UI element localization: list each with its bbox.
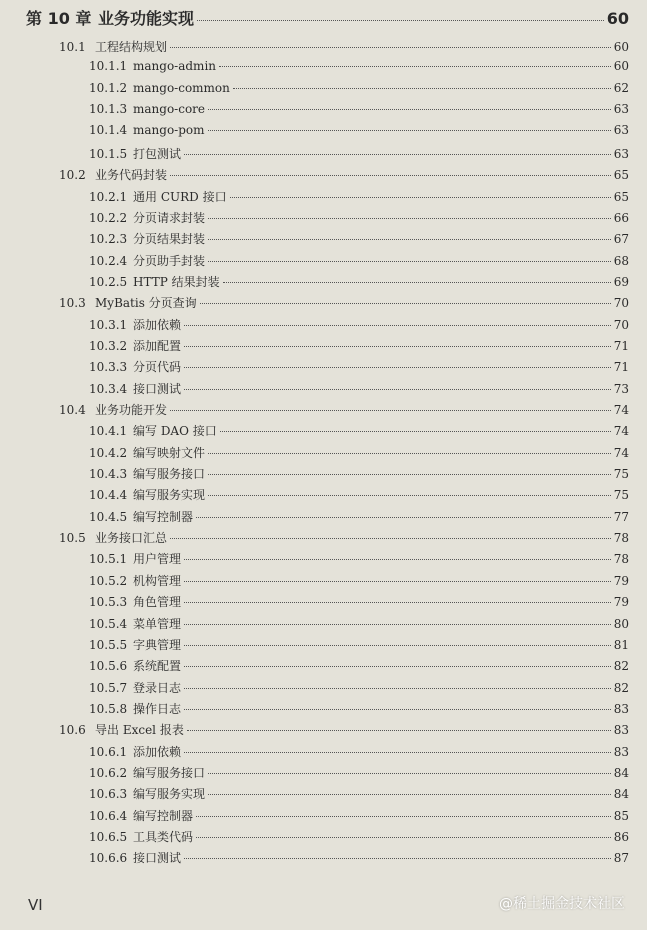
subsection-entry-number: 10.4.2 [89,445,128,460]
subsection-entry-title: 用户管理 [133,552,182,567]
subsection-entry-number: 10.5.6 [89,659,128,674]
subsection-entry-page-number: 66 [613,210,629,225]
subsection-entry-number: 10.6.2 [89,765,128,780]
subsection-entry-page-number: 83 [613,744,629,759]
dot-leader [196,816,611,817]
dot-leader [184,752,611,753]
subsection-entry-title: mango-common [133,80,230,95]
subsection-entry-title: mango-admin [133,59,217,74]
subsection-entry [89,807,629,824]
section-entry-title: 业务接口汇总 [95,531,168,545]
section-entry [59,38,629,55]
dot-leader [208,794,611,795]
subsection-entry-title: 添加依赖 [133,744,182,759]
subsection-entry-page-number: 67 [613,232,629,247]
dot-leader [208,453,611,454]
dot-leader [208,773,611,774]
dot-leader [170,410,611,411]
section-entry [59,166,629,183]
subsection-entry-number: 10.6.5 [89,830,128,844]
section-entry-page-number: 74 [613,403,629,417]
dot-leader [233,88,611,89]
subsection-entry [89,252,629,269]
subsection-entry-page-number: 62 [613,80,629,95]
subsection-entry-title: 编写服务实现 [133,787,206,802]
subsection-entry-page-number: 73 [613,381,629,396]
subsection-entry [89,615,629,632]
subsection-entry [89,316,629,333]
subsection-entry-number: 10.5.5 [89,637,128,652]
section-entry-number: 10.2 [59,168,86,183]
subsection-entry-title: 登录日志 [133,680,182,695]
subsection-entry [89,593,629,610]
subsection-entry [89,550,629,567]
subsection-entry [89,188,629,205]
subsection-entry-title: 编写 DAO 接口 [133,424,217,439]
subsection-entry-page-number: 86 [613,830,629,844]
subsection-entry-number: 10.6.1 [89,744,128,759]
subsection-entry-number: 10.1.5 [89,146,128,161]
subsection-entry-number: 10.1.3 [89,102,128,117]
section-entry [59,401,629,418]
subsection-entry-title: 分页代码 [133,360,182,375]
watermark: @稀土掘金技术社区 [499,896,625,912]
dot-leader [200,303,611,304]
section-entry-title: MyBatis 分页查询 [95,296,197,311]
subsection-entry-title: 接口测试 [133,851,182,866]
subsection-entry-title: 角色管理 [133,595,182,610]
subsection-entry-title: 菜单管理 [133,616,182,631]
subsection-entry-page-number: 84 [613,765,629,780]
subsection-entry [89,508,629,525]
subsection-entry-title: 编写控制器 [133,509,194,524]
subsection-entry [89,337,629,354]
subsection-entry-number: 10.4.1 [89,424,128,439]
subsection-entry-number: 10.1.4 [89,123,128,138]
section-entry-number: 10.6 [59,723,86,738]
dot-leader [208,130,611,131]
subsection-entry-title: 字典管理 [133,637,182,652]
subsection-entry-title: 接口测试 [133,381,182,396]
subsection-entry-page-number: 84 [613,787,629,802]
subsection-entry-title: 系统配置 [133,659,182,674]
subsection-entry-page-number: 79 [613,573,629,588]
subsection-entry-title: 打包测试 [133,146,182,161]
dot-leader [208,239,611,240]
subsection-entry-number: 10.3.2 [89,338,128,353]
subsection-entry-page-number: 83 [613,701,629,716]
dot-leader [184,666,611,667]
subsection-entry [89,145,629,162]
dot-leader [184,154,611,155]
subsection-entry-number: 10.4.3 [89,467,128,481]
subsection-entry-page-number: 85 [613,808,629,823]
chapter-page-number: 60 [606,9,629,28]
dot-leader [170,538,611,539]
subsection-entry-page-number: 78 [613,552,629,567]
subsection-entry [89,380,629,397]
subsection-entry-page-number: 87 [613,851,629,866]
subsection-entry-title: mango-pom [133,123,205,138]
section-entry-page-number: 78 [613,531,629,545]
page-label: VI [28,896,43,914]
dot-leader [196,517,611,518]
dot-leader [184,559,611,560]
subsection-entry-page-number: 63 [613,146,629,161]
subsection-entry-page-number: 80 [613,616,629,631]
subsection-entry-number: 10.4.4 [89,488,128,503]
dot-leader [208,495,611,496]
section-entry-page-number: 70 [613,296,629,311]
subsection-entry [89,102,629,116]
section-entry-number: 10.3 [59,296,86,311]
dot-leader [208,218,611,219]
subsection-entry [89,59,629,73]
subsection-entry-page-number: 69 [613,274,629,289]
subsection-entry [89,828,629,845]
subsection-entry-number: 10.6.4 [89,808,128,823]
subsection-entry [89,81,629,95]
dot-leader [184,325,611,326]
dot-leader [184,367,611,368]
subsection-entry-number: 10.5.7 [89,680,128,695]
subsection-entry-title: 添加依赖 [133,317,182,332]
dot-leader [170,47,611,48]
section-entry-number: 10.1 [59,40,86,54]
subsection-entry-number: 10.5.8 [89,701,128,716]
dot-leader [184,688,611,689]
subsection-entry-number: 10.3.4 [89,381,128,396]
section-entry [59,294,629,311]
subsection-entry-number: 10.5.3 [89,595,128,610]
subsection-entry [89,657,629,674]
dot-leader [230,197,611,198]
subsection-entry-page-number: 70 [613,317,629,332]
section-entry-number: 10.4 [59,403,86,417]
subsection-entry [89,764,629,781]
chapter-number: 第 10 章 [26,9,92,28]
section-entry-page-number: 65 [613,168,629,183]
section-entry-title: 工程结构规划 [95,40,168,54]
subsection-entry-number: 10.2.5 [89,274,128,289]
section-entry-title: 业务代码封装 [95,168,168,183]
dot-leader [196,837,611,838]
dot-leader [170,175,611,176]
subsection-entry-title: 机构管理 [133,573,182,588]
dot-leader [184,709,611,710]
dot-leader [208,474,611,475]
subsection-entry-page-number: 68 [613,253,629,268]
section-entry-number: 10.5 [59,531,86,545]
subsection-entry-title: 分页结果封装 [133,232,206,247]
subsection-entry [89,209,629,226]
subsection-entry-number: 10.2.4 [89,253,128,268]
subsection-entry-number: 10.3.1 [89,317,128,332]
dot-leader [184,346,611,347]
subsection-entry-page-number: 81 [613,637,629,652]
subsection-entry-number: 10.3.3 [89,360,128,375]
subsection-entry-number: 10.5.1 [89,552,128,567]
subsection-entry [89,230,629,247]
section-entry-title: 业务功能开发 [95,403,168,417]
subsection-entry-page-number: 77 [613,509,629,524]
subsection-entry-title: 编写映射文件 [133,445,206,460]
subsection-entry-page-number: 75 [613,488,629,503]
subsection-entry [89,422,629,439]
subsection-entry-title: HTTP 结果封装 [133,274,220,289]
subsection-entry-number: 10.2.2 [89,210,128,225]
subsection-entry-page-number: 79 [613,595,629,610]
chapter-title: 业务功能实现 [98,9,195,28]
subsection-entry-page-number: 71 [613,360,629,375]
subsection-entry-title: 编写服务接口 [133,467,206,481]
subsection-entry-page-number: 63 [613,123,629,138]
subsection-entry-page-number: 65 [613,189,629,204]
subsection-entry-page-number: 74 [613,424,629,439]
subsection-entry-number: 10.6.3 [89,787,128,802]
section-entry [59,721,629,738]
subsection-entry-title: 编写服务接口 [133,765,206,780]
section-entry [59,529,629,546]
dot-leader [197,20,604,21]
dot-leader [187,730,611,731]
subsection-entry-title: mango-core [133,102,206,117]
dot-leader [208,109,611,110]
dot-leader [184,645,611,646]
dot-leader [184,602,611,603]
subsection-entry-page-number: 60 [613,59,629,74]
dot-leader [223,282,611,283]
subsection-entry-number: 10.5.2 [89,573,128,588]
dot-leader [219,66,611,67]
subsection-entry [89,465,629,482]
subsection-entry [89,444,629,461]
subsection-entry-title: 通用 CURD 接口 [133,189,227,204]
subsection-entry [89,700,629,717]
subsection-entry-page-number: 75 [613,467,629,481]
subsection-entry-number: 10.2.3 [89,232,128,247]
subsection-entry-page-number: 63 [613,102,629,117]
subsection-entry-number: 10.1.1 [89,59,128,74]
subsection-entry-title: 添加配置 [133,338,182,353]
subsection-entry [89,743,629,760]
subsection-entry-number: 10.5.4 [89,616,128,631]
subsection-entry [89,679,629,696]
dot-leader [184,624,611,625]
subsection-entry-number: 10.6.6 [89,851,128,866]
subsection-entry-number: 10.1.2 [89,80,128,95]
subsection-entry [89,636,629,653]
subsection-entry-title: 操作日志 [133,701,182,716]
subsection-entry-title: 工具类代码 [133,830,194,844]
section-entry-page-number: 83 [613,723,629,738]
subsection-entry [89,785,629,802]
subsection-entry [89,358,629,375]
subsection-entry-page-number: 74 [613,445,629,460]
subsection-entry-page-number: 82 [613,680,629,695]
subsection-entry-page-number: 82 [613,659,629,674]
section-entry-page-number: 60 [613,40,629,54]
dot-leader [208,261,611,262]
dot-leader [184,581,611,582]
subsection-entry [89,849,629,866]
chapter-heading [26,6,629,29]
subsection-entry [89,123,629,137]
subsection-entry-title: 分页请求封装 [133,210,206,225]
subsection-entry-number: 10.4.5 [89,509,128,524]
dot-leader [184,389,611,390]
dot-leader [220,431,611,432]
subsection-entry [89,486,629,503]
subsection-entry-title: 编写服务实现 [133,488,206,503]
section-entry-title: 导出 Excel 报表 [95,723,184,738]
subsection-entry-page-number: 71 [613,338,629,353]
subsection-entry [89,273,629,290]
subsection-entry-title: 编写控制器 [133,808,194,823]
subsection-entry-title: 分页助手封装 [133,253,206,268]
subsection-entry-number: 10.2.1 [89,189,128,204]
subsection-entry [89,572,629,589]
dot-leader [184,858,611,859]
